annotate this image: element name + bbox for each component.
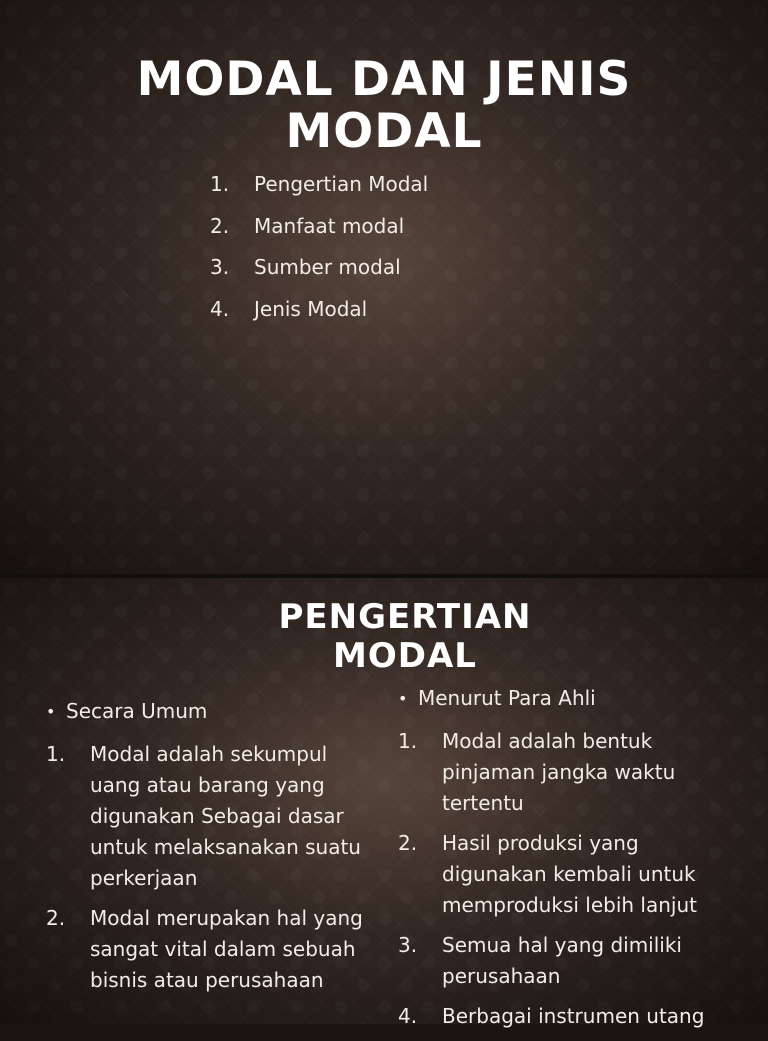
slide-1-title: MODAL DAN JENIS MODAL — [136, 52, 632, 159]
agenda-text: Manfaat modal — [254, 213, 405, 238]
right-column — [398, 683, 738, 1041]
agenda-number: 2. — [210, 213, 230, 238]
agenda-item — [210, 210, 428, 252]
left-heading-text: Secara Umum — [66, 699, 208, 723]
list-item — [398, 930, 738, 992]
agenda-item — [210, 168, 428, 210]
list-number: 4. — [398, 1004, 418, 1028]
list-item — [46, 903, 368, 996]
list-text: Modal adalah bentuk pinjaman jangka waktu tertentu — [442, 729, 676, 815]
list-item — [398, 1001, 738, 1032]
agenda-item — [210, 293, 428, 335]
left-list — [46, 739, 368, 996]
bullet-icon: • — [46, 702, 56, 721]
list-item — [398, 828, 738, 921]
right-list — [398, 726, 738, 1032]
list-number: 3. — [398, 933, 418, 957]
list-text: Modal merupakan hal yang sangat vital dalam sebuah bisnis atau perusahaan — [90, 906, 363, 992]
agenda-text: Sumber modal — [254, 255, 401, 279]
agenda-text: Pengertian Modal — [254, 172, 429, 196]
list-number: 1. — [398, 729, 418, 753]
list-number: 2. — [398, 831, 418, 855]
list-number: 2. — [46, 906, 66, 930]
list-text: Modal adalah sekumpul uang atau barang yang digunakan Sebagai dasar untuk melaksanakan suatu perkerjaan — [90, 742, 361, 890]
list-number: 1. — [46, 742, 66, 766]
bullet-icon: • — [398, 689, 408, 708]
agenda-list — [210, 168, 428, 334]
list-text: Hasil produksi yang digunakan kembali untuk memproduksi lebih lanjut — [442, 831, 697, 917]
right-heading-text: Menurut Para Ahli — [418, 686, 596, 710]
agenda-number: 4. — [210, 296, 230, 321]
right-column-heading — [398, 683, 738, 714]
slide-2-title: PENGERTIAN MODAL — [278, 597, 532, 676]
left-column-heading — [46, 696, 368, 727]
list-item — [46, 739, 368, 894]
list-text: Berbagai instrumen utang — [442, 1004, 705, 1028]
agenda-text: Jenis Modal — [254, 296, 368, 321]
left-column — [46, 696, 368, 1005]
agenda-number: 1. — [210, 172, 230, 196]
agenda-item — [210, 251, 428, 293]
agenda-number: 3. — [210, 255, 230, 279]
list-text: Semua hal yang dimiliki perusahaan — [442, 933, 682, 988]
list-item — [398, 726, 738, 819]
